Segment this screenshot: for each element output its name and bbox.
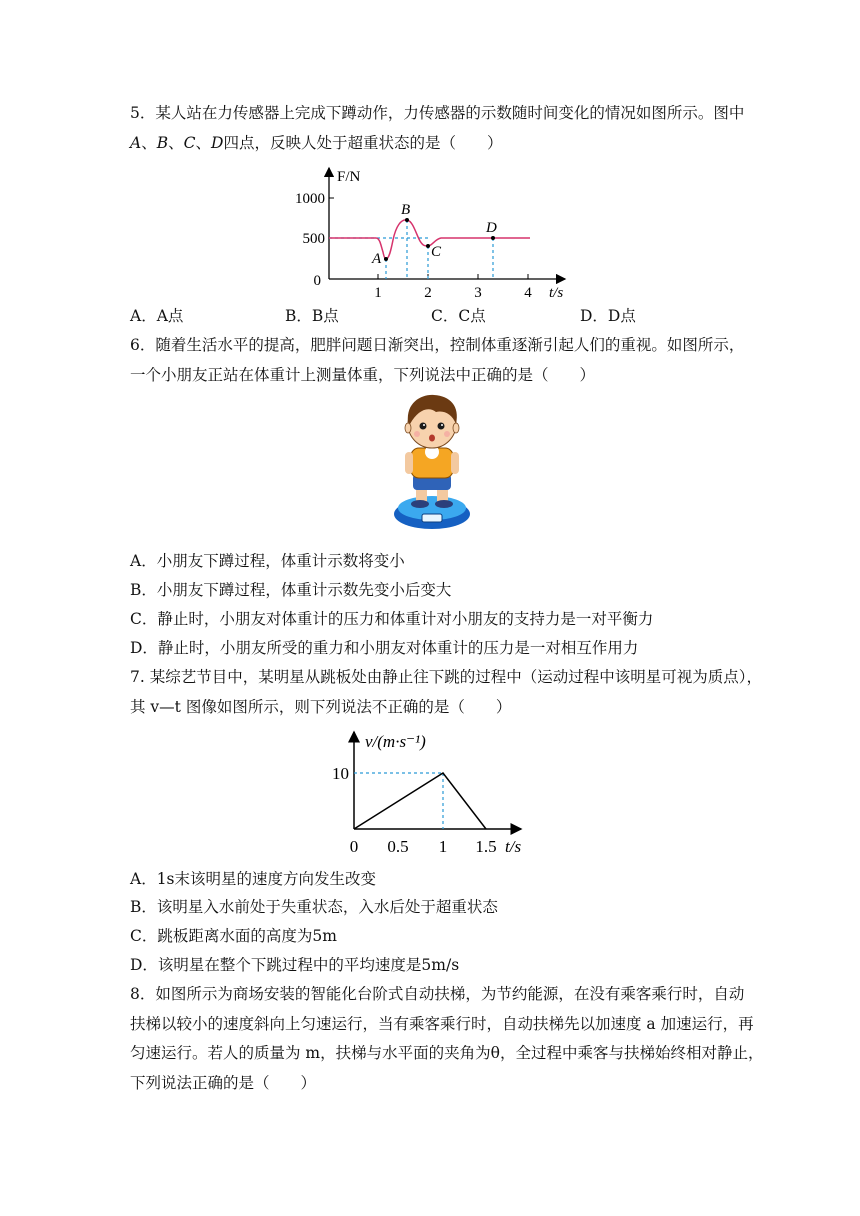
label-a: A	[130, 134, 142, 152]
t-tick-1-5: 1.5	[475, 837, 497, 856]
q7-line2: 其 v—t 图像如图所示，则下列说法不正确的是（ ）	[130, 698, 512, 716]
q6-line1: 6．随着生活水平的提高，肥胖问题日渐突出，控制体重逐渐引起人们的重视。如图所示，	[130, 336, 745, 354]
point-d-label: D	[486, 220, 497, 236]
q6-line2: 一个小朋友正站在体重计上测量体重，下列说法中正确的是（ ）	[130, 366, 596, 384]
q5-option-b: B．B点	[285, 307, 339, 325]
force-curve	[329, 220, 530, 259]
q8-line1: 8．如图所示为商场安装的智能化台阶式自动扶梯，为节约能源，在没有乘客乘行时，自动	[130, 985, 745, 1003]
q5-line2: A、B、C、D四点，反映人处于超重状态的是（ ）	[130, 134, 503, 152]
t-tick-1: 1	[438, 837, 448, 856]
q6-option-d: D．静止时，小朋友所受的重力和小朋友对体重计的压力是一对相互作用力	[130, 639, 639, 657]
y-tick-1000: 1000	[295, 191, 325, 207]
y-tick-0: 0	[313, 273, 321, 289]
point-b	[405, 218, 409, 222]
v-axis-label: v/(m·s⁻¹)	[365, 732, 426, 751]
q7-option-c: C．跳板距离水面的高度为5m	[130, 927, 337, 945]
child-on-scale-illustration	[392, 392, 472, 534]
q7-option-d: D．该明星在整个下跳过程中的平均速度是5m/s	[130, 956, 460, 974]
point-a	[384, 257, 388, 261]
q7-option-a: A．1s末该明星的速度方向发生改变	[130, 870, 377, 888]
t-tick-0-5: 0.5	[387, 837, 409, 856]
velocity-time-chart	[325, 725, 535, 860]
q6-option-c: C．静止时，小朋友对体重计的压力和体重计对小朋友的支持力是一对平衡力	[130, 610, 654, 628]
point-c-label: C	[431, 244, 442, 260]
label-c: C	[183, 134, 196, 152]
q6-option-a: A．小朋友下蹲过程，体重计示数将变小	[130, 552, 405, 570]
x-tick-2: 2	[424, 285, 432, 301]
x-tick-4: 4	[524, 285, 532, 301]
q5-option-c: C．C点	[431, 307, 486, 325]
q7-option-b: B．该明星入水前处于失重状态，入水后处于超重状态	[130, 898, 498, 916]
q8-line3: 匀速运行。若人的质量为 m，扶梯与水平面的夹角为θ，全过程中乘客与扶梯始终相对静止，	[130, 1044, 764, 1062]
t-tick-0: 0	[349, 837, 359, 856]
y-tick-500: 500	[302, 231, 325, 247]
point-d	[491, 236, 495, 240]
x-tick-1: 1	[374, 285, 382, 301]
x-tick-3: 3	[474, 285, 482, 301]
q8-line4: 下列说法正确的是（ ）	[130, 1074, 317, 1092]
point-b-label: B	[401, 202, 411, 218]
t-axis-label: t/s	[505, 837, 522, 856]
x-axis-label: t/s	[549, 285, 564, 301]
velocity-line	[354, 773, 486, 829]
q6-option-b: B．小朋友下蹲过程，体重计示数先变小后变大	[130, 581, 452, 599]
q7-line1: 7. 某综艺节目中，某明星从跳板处由静止往下跳的过程中（运动过程中该明星可视为质点），	[130, 668, 762, 686]
force-time-chart	[285, 160, 585, 310]
q8-line2: 扶梯以较小的速度斜向上匀速运行，当有乘客乘行时，自动扶梯先以加速度 a 加速运行，再	[130, 1015, 754, 1033]
q5-line2-rest: 四点，反映人处于超重状态的是（ ）	[223, 134, 503, 152]
q5-line1: 5．某人站在力传感器上完成下蹲动作，力传感器的示数随时间变化的情况如图所示。图中	[130, 104, 745, 122]
q5-option-a: A．A点	[130, 307, 184, 325]
point-c	[426, 244, 430, 248]
label-b: B	[156, 134, 169, 152]
y-axis-label: F/N	[337, 169, 361, 185]
v-tick-10: 10	[332, 764, 349, 783]
point-a-label: A	[372, 251, 382, 267]
label-d: D	[211, 134, 224, 152]
q5-option-d: D．D点	[580, 307, 636, 325]
